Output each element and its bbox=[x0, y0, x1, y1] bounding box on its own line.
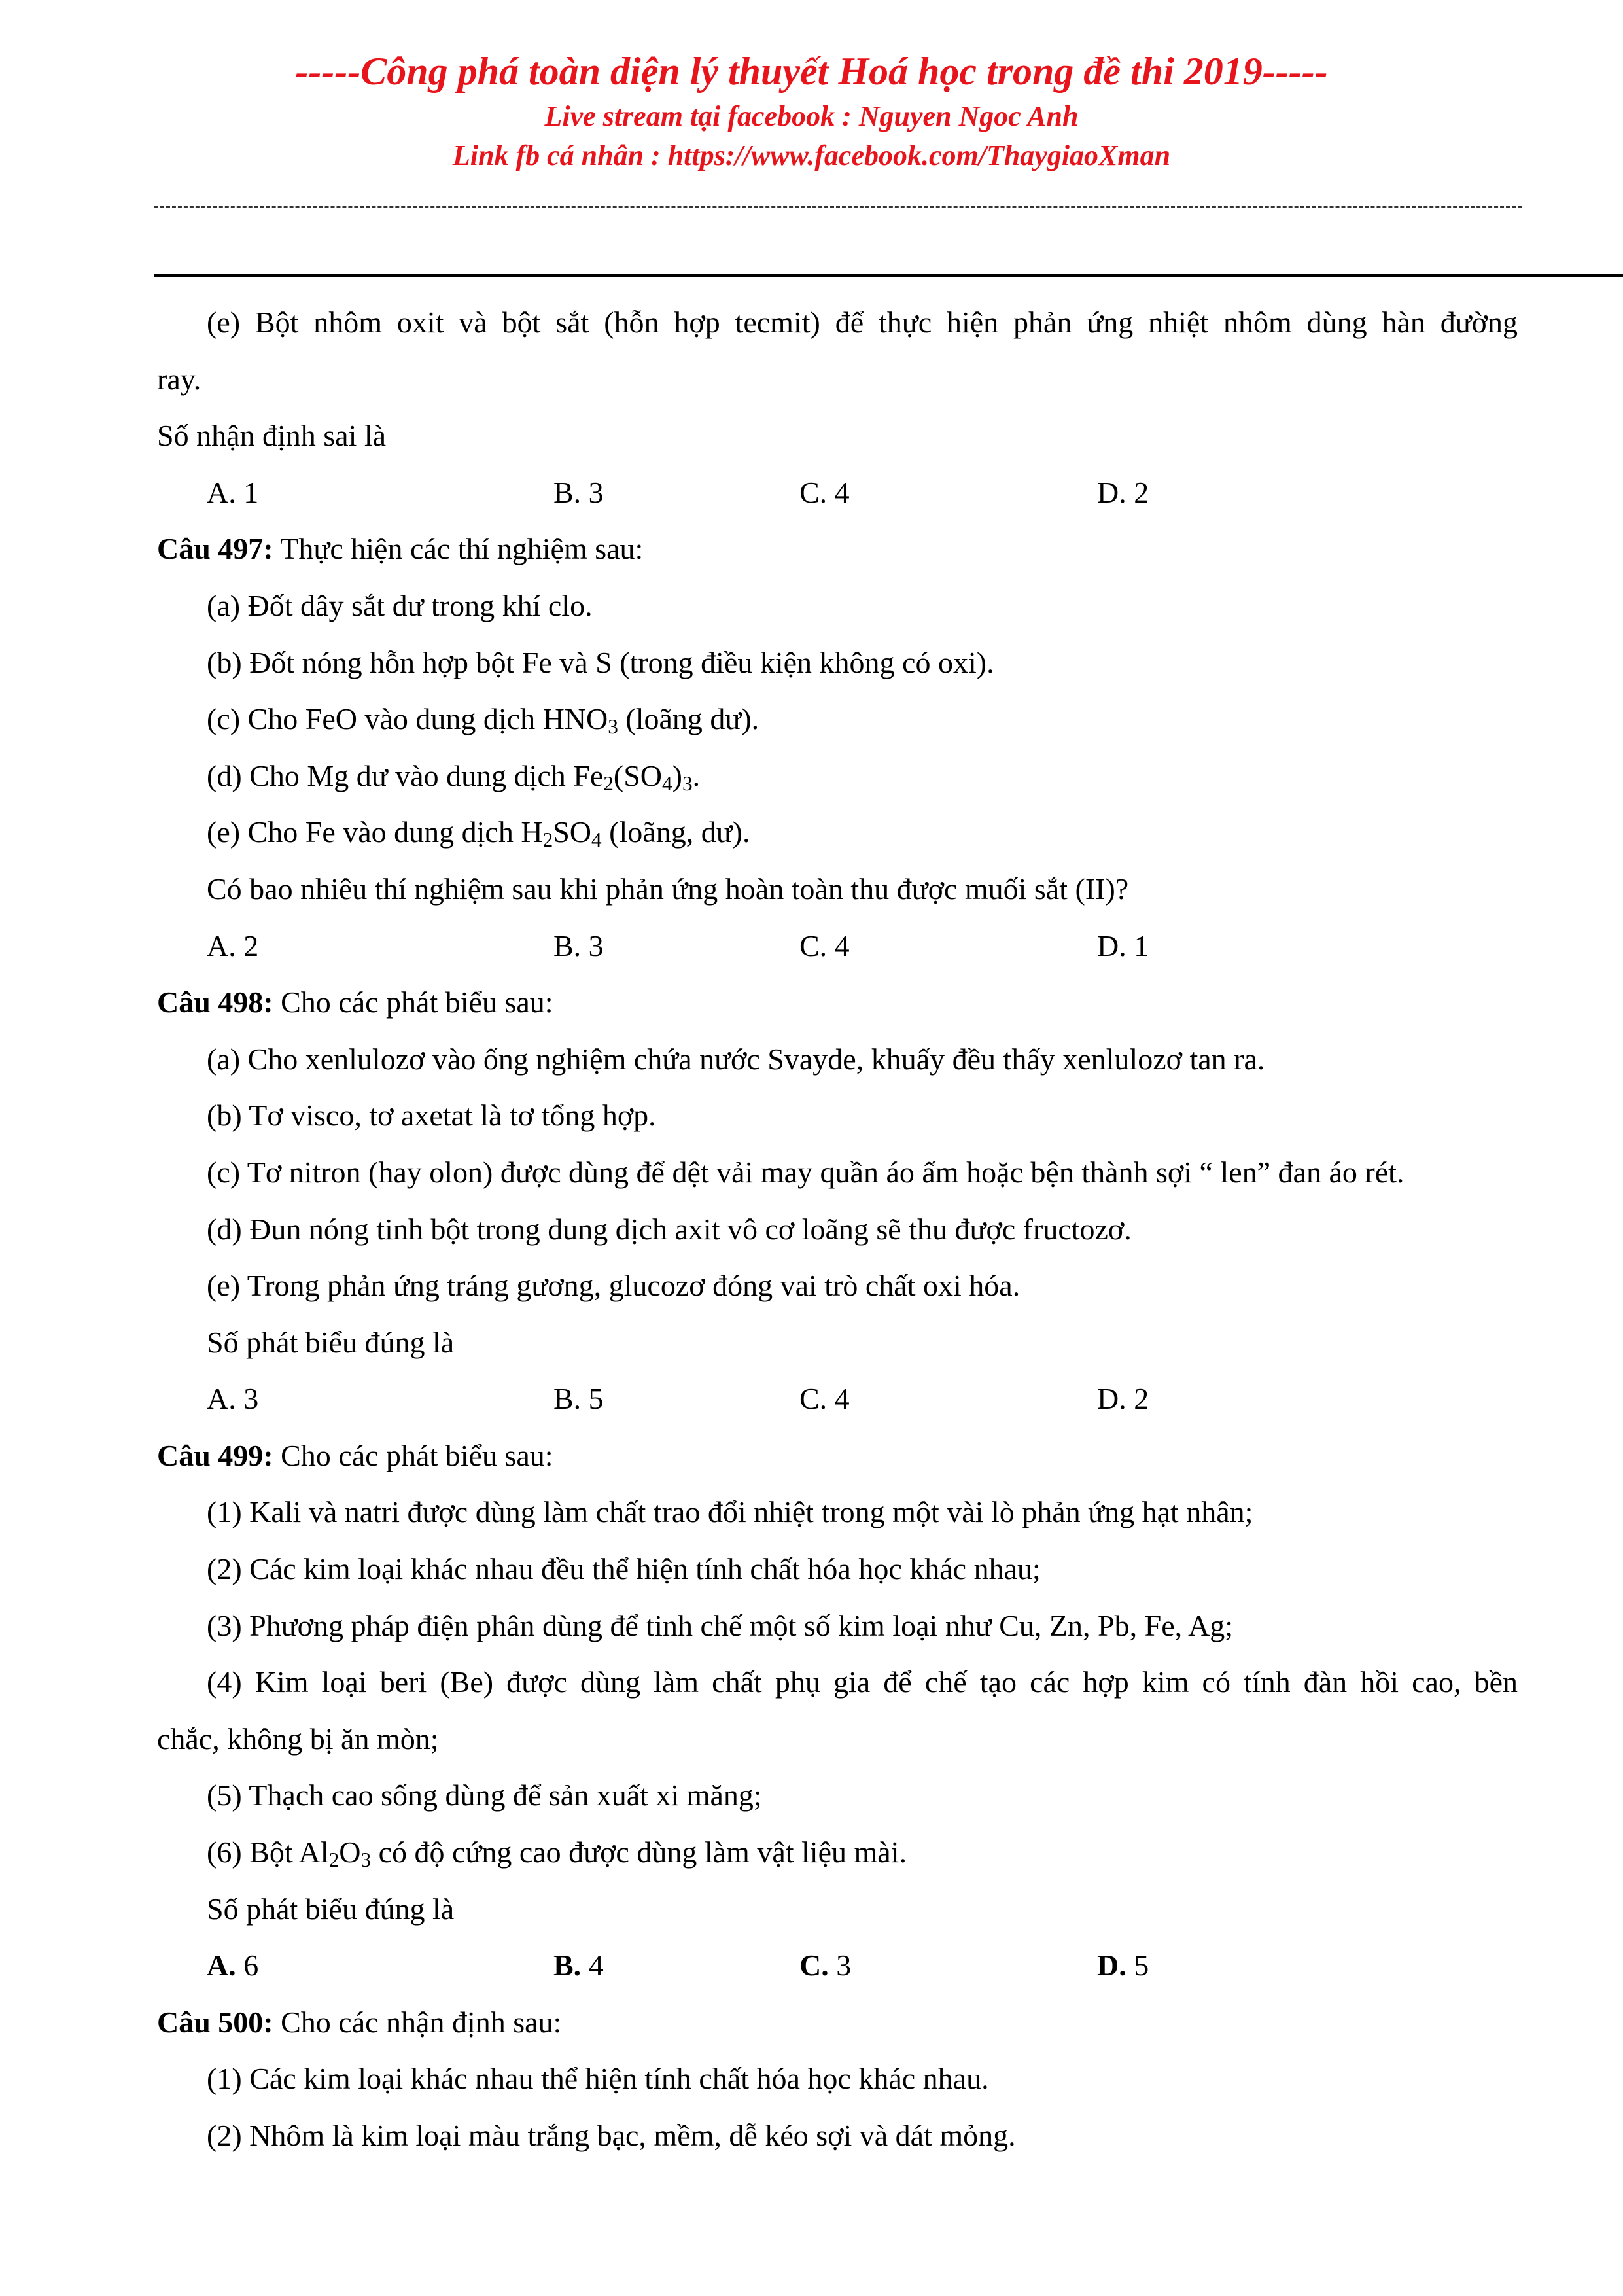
document-body bbox=[157, 294, 1518, 2164]
header-dashed-divider bbox=[154, 206, 1522, 208]
intro-answers bbox=[157, 465, 1518, 521]
q497-item-a: (a) Đốt dây sắt dư trong khí clo. bbox=[207, 588, 593, 622]
q499-statement-6: (6) Bột $Al_2O_3$ có độ cứng cao được dùng làm vật liệu mài. bbox=[207, 1835, 907, 1871]
q497-item-e: (e) Cho Fe vào dung dịch $H_2SO_4$ (loãng, dư). bbox=[207, 815, 750, 852]
q498-item-c: (c) Tơ nitron (hay olon) được dùng để dệt vải may quần áo ấm hoặc bện thành sợi “ len” đan áo rét. bbox=[207, 1155, 1405, 1189]
intro-question: Số nhận định sai là bbox=[157, 419, 387, 453]
answer-b: B. 3 bbox=[553, 928, 604, 963]
question-499-text: Cho các phát biểu sau: bbox=[273, 1438, 553, 1472]
intro-item-e-line2: ray. bbox=[157, 362, 201, 396]
intro-item-e-line1: (e) Bột nhôm oxit và bột sắt (hỗn hợp tecmit) để thực hiện phản ứng nhiệt nhôm dùng hàn đường bbox=[207, 306, 1518, 339]
answer-a: A. 3 bbox=[207, 1382, 259, 1416]
answer-d: D. 2 bbox=[1097, 475, 1149, 509]
answer-c: C. 4 bbox=[799, 475, 850, 509]
q497-item-b: (b) Đốt nóng hỗn hợp bột Fe và S (trong điều kiện không có oxi). bbox=[207, 645, 994, 679]
question-497-stem bbox=[157, 521, 1518, 578]
answer-d: D. 1 bbox=[1097, 928, 1149, 963]
answer-b: B. 5 bbox=[553, 1382, 604, 1416]
q498-item-e: (e) Trong phản ứng tráng gương, glucozơ đóng vai trò chất oxi hóa. bbox=[207, 1269, 1021, 1303]
q500-statement-2: (2) Nhôm là kim loại màu trắng bạc, mềm, dễ kéo sợi và dát mỏng. bbox=[207, 2119, 1016, 2152]
q497-item-c: (c) Cho FeO vào dung dịch $HNO_3$ (loãng dư). bbox=[207, 702, 759, 739]
q497-question: Có bao nhiêu thí nghiệm sau khi phản ứng hoàn toàn thu được muối sắt (II)? bbox=[207, 872, 1129, 906]
q499-statement-5: (5) Thạch cao sống dùng để sản xuất xi măng; bbox=[207, 1778, 762, 1812]
header-solid-divider bbox=[154, 274, 1623, 277]
q497-answers bbox=[157, 918, 1518, 975]
page-header bbox=[0, 46, 1623, 175]
answer-c: C. 4 bbox=[799, 928, 850, 963]
q498-question: Số phát biểu đúng là bbox=[207, 1325, 455, 1359]
answer-a: A. 2 bbox=[207, 928, 259, 963]
q499-statement-4-line1: (4) Kim loại beri (Be) được dùng làm chất phụ gia để chế tạo các hợp kim có tính đàn hồi cao, bền bbox=[207, 1665, 1518, 1699]
answer-c: C. 4 bbox=[799, 1382, 850, 1416]
answer-b: B. 3 bbox=[553, 475, 604, 509]
question-500-stem bbox=[157, 1994, 1518, 2051]
header-livestream: Live stream tại facebook : Nguyen Ngoc Anh bbox=[544, 100, 1079, 132]
answer-c: C. 3 bbox=[799, 1949, 852, 1983]
header-title: -----Công phá toàn diện lý thuyết Hoá học trong đề thi 2019----- bbox=[295, 50, 1328, 93]
question-499-label: Câu 499: bbox=[157, 1438, 273, 1472]
q498-item-b: (b) Tơ visco, tơ axetat là tơ tổng hợp. bbox=[207, 1099, 656, 1133]
q498-answers bbox=[157, 1371, 1518, 1428]
header-link: Link fb cá nhân : https://www.facebook.com/ThaygiaoXman bbox=[452, 139, 1171, 171]
answer-b: B. 4 bbox=[553, 1949, 604, 1983]
question-498-text: Cho các phát biểu sau: bbox=[273, 985, 553, 1019]
question-498-label: Câu 498: bbox=[157, 985, 273, 1019]
answer-d: D. 2 bbox=[1097, 1382, 1149, 1416]
question-497-text: Thực hiện các thí nghiệm sau: bbox=[273, 532, 644, 566]
q499-answers bbox=[157, 1937, 1518, 1994]
q499-statement-3: (3) Phương pháp điện phân dùng để tinh chế một số kim loại như Cu, Zn, Pb, Fe, Ag; bbox=[207, 1608, 1234, 1642]
q499-statement-1: (1) Kali và natri được dùng làm chất trao đổi nhiệt trong một vài lò phản ứng hạt nhân; bbox=[207, 1495, 1253, 1529]
question-497-label: Câu 497: bbox=[157, 532, 273, 566]
q499-statement-2: (2) Các kim loại khác nhau đều thể hiện tính chất hóa học khác nhau; bbox=[207, 1552, 1041, 1586]
q497-item-d: (d) Cho Mg dư vào dung dịch $Fe_2(SO_4)_3$. bbox=[207, 758, 701, 795]
question-498-stem bbox=[157, 974, 1518, 1031]
q500-statement-1: (1) Các kim loại khác nhau thể hiện tính chất hóa học khác nhau. bbox=[207, 2062, 989, 2096]
q498-item-d: (d) Đun nóng tinh bột trong dung dịch axit vô cơ loãng sẽ thu được fructozơ. bbox=[207, 1212, 1132, 1246]
question-499-stem bbox=[157, 1428, 1518, 1485]
answer-a: A. 6 bbox=[207, 1949, 259, 1983]
question-500-label: Câu 500: bbox=[157, 2005, 273, 2039]
answer-d: D. 5 bbox=[1097, 1949, 1149, 1983]
q498-item-a: (a) Cho xenlulozơ vào ống nghiệm chứa nước Svayde, khuấy đều thấy xenlulozơ tan ra. bbox=[207, 1042, 1265, 1076]
q499-statement-4-line2: chắc, không bị ăn mòn; bbox=[157, 1722, 439, 1756]
question-500-text: Cho các nhận định sau: bbox=[273, 2005, 562, 2039]
answer-a: A. 1 bbox=[207, 475, 259, 509]
q499-question: Số phát biểu đúng là bbox=[207, 1892, 455, 1926]
